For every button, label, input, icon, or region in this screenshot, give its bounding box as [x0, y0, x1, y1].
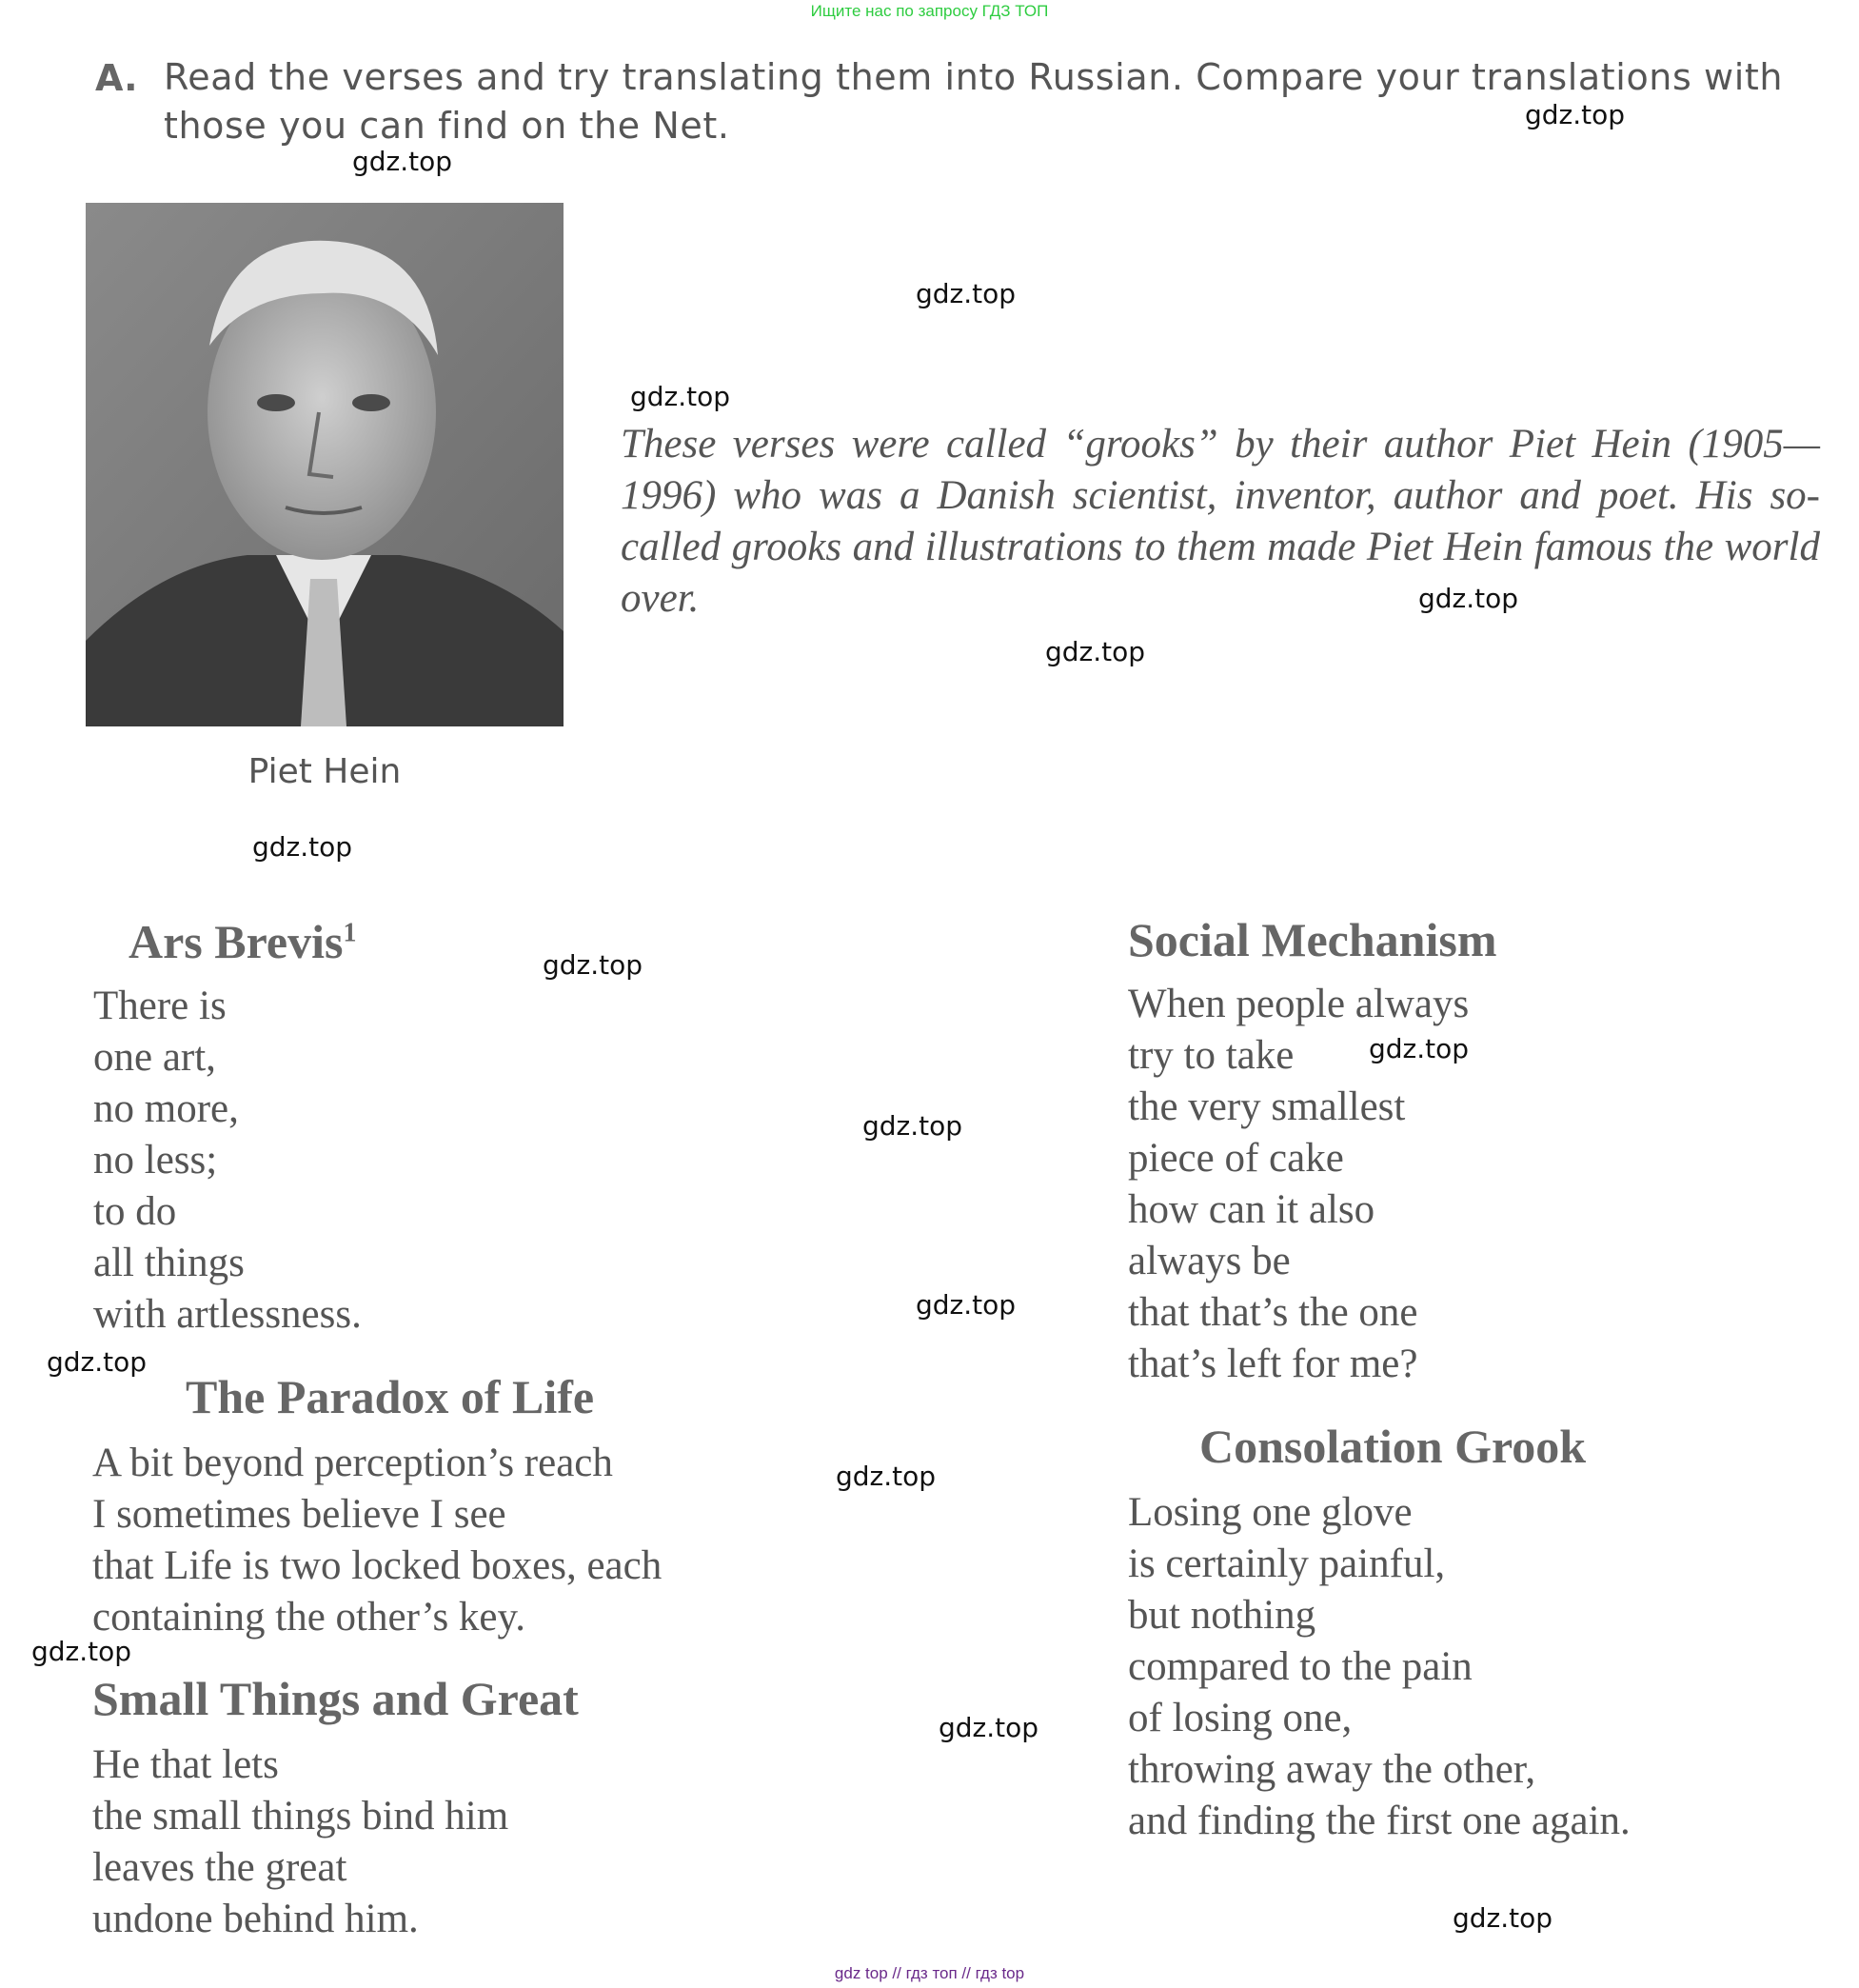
poem-line: try to take [1128, 1033, 1295, 1078]
poem-line: throwing away the other, [1128, 1747, 1536, 1792]
poem-small-things-title: Small Things and Great [92, 1672, 579, 1725]
poem-line: no more, [93, 1086, 239, 1131]
portrait-photo [86, 203, 564, 726]
poem-line: of losing one, [1128, 1696, 1353, 1740]
watermark: gdz.top [836, 1461, 937, 1492]
poem-line: compared to the pain [1128, 1644, 1473, 1689]
poem-line: containing the other’s key. [92, 1595, 525, 1640]
poem-title: Ars Brevis$^1$ [129, 915, 357, 968]
poem-line: one art, [93, 1035, 216, 1080]
poem-paradox-title: The Paradox of Life [186, 1370, 595, 1423]
poem-consolation-title: Consolation Grook [1199, 1420, 1587, 1473]
poem-consolation-lines [1128, 1487, 1631, 1847]
watermark: gdz.top [916, 1289, 1017, 1321]
poem-line: the small things bind him [92, 1794, 509, 1839]
poem-ars-brevis-lines [93, 981, 362, 1341]
watermark: gdz.top [630, 381, 731, 412]
poem-line: with artlessness. [93, 1292, 362, 1337]
top-banner[interactable]: Ищите нас по запросу ГДЗ ТОП [810, 2, 1049, 20]
watermark: gdz.top [47, 1346, 148, 1378]
poem-line: how can it also [1128, 1187, 1375, 1232]
poem-line: is certainly painful, [1128, 1541, 1446, 1586]
task-instruction: Read the verses and try translating them into Russian. Compare your translations with those you can find on the Net. [164, 56, 1784, 147]
watermark: gdz.top [352, 146, 453, 177]
watermark: gdz.top [1369, 1033, 1470, 1064]
watermark: gdz.top [543, 949, 643, 981]
poem-line: I sometimes believe I see [92, 1492, 506, 1537]
watermark: gdz.top [31, 1636, 132, 1667]
poem-line: that Life is two locked boxes, each [92, 1543, 663, 1588]
poem-line: A bit beyond perception’s reach [92, 1441, 613, 1485]
watermark: gdz.top [939, 1712, 1039, 1743]
footnote-marker: 1 [343, 918, 357, 948]
poem-line: always be [1128, 1239, 1291, 1283]
poem-line: the very smallest [1128, 1084, 1406, 1129]
poem-line: He that lets [92, 1742, 279, 1787]
poem-line: but nothing [1128, 1593, 1316, 1638]
poem-line: When people always [1128, 982, 1470, 1026]
poem-line: leaves the great [92, 1845, 347, 1890]
watermark: gdz.top [916, 278, 1017, 309]
poem-line: to do [93, 1189, 177, 1234]
poem-ars-brevis [129, 914, 356, 969]
poem-line: undone behind him. [92, 1897, 419, 1941]
watermark: gdz.top [1453, 1902, 1553, 1934]
watermark: gdz.top [1525, 99, 1626, 130]
poem-line: that’s left for me? [1128, 1342, 1418, 1386]
poem-line: no less; [93, 1138, 218, 1183]
poem-line: that that’s the one [1128, 1290, 1418, 1335]
poem-line: all things [93, 1241, 245, 1285]
task-letter: A. [95, 57, 138, 99]
poem-line: and finding the first one again. [1128, 1799, 1631, 1843]
watermark: gdz.top [862, 1110, 963, 1142]
watermark: gdz.top [1418, 583, 1519, 614]
intro-paragraph: These verses were called “grooks” by their author Piet Hein (1905—1996) who was a Danish scientist, inventor, author and poet. His so-called grooks and illustrations to them made Piet Hein famous the world over. [621, 422, 1820, 621]
watermark: gdz.top [252, 831, 353, 863]
poem-social-title: Social Mechanism [1128, 913, 1497, 966]
poem-small-things-lines [92, 1740, 508, 1945]
photo-caption: Piet Hein [247, 752, 402, 791]
poem-line: There is [93, 984, 227, 1028]
poem-paradox-lines [92, 1438, 662, 1643]
watermark: gdz.top [1045, 636, 1146, 667]
poem-line: piece of cake [1128, 1136, 1344, 1181]
poem-line: Losing one glove [1128, 1490, 1413, 1535]
footer-links[interactable]: gdz top // гдз топ // гдз top [834, 1964, 1025, 1982]
